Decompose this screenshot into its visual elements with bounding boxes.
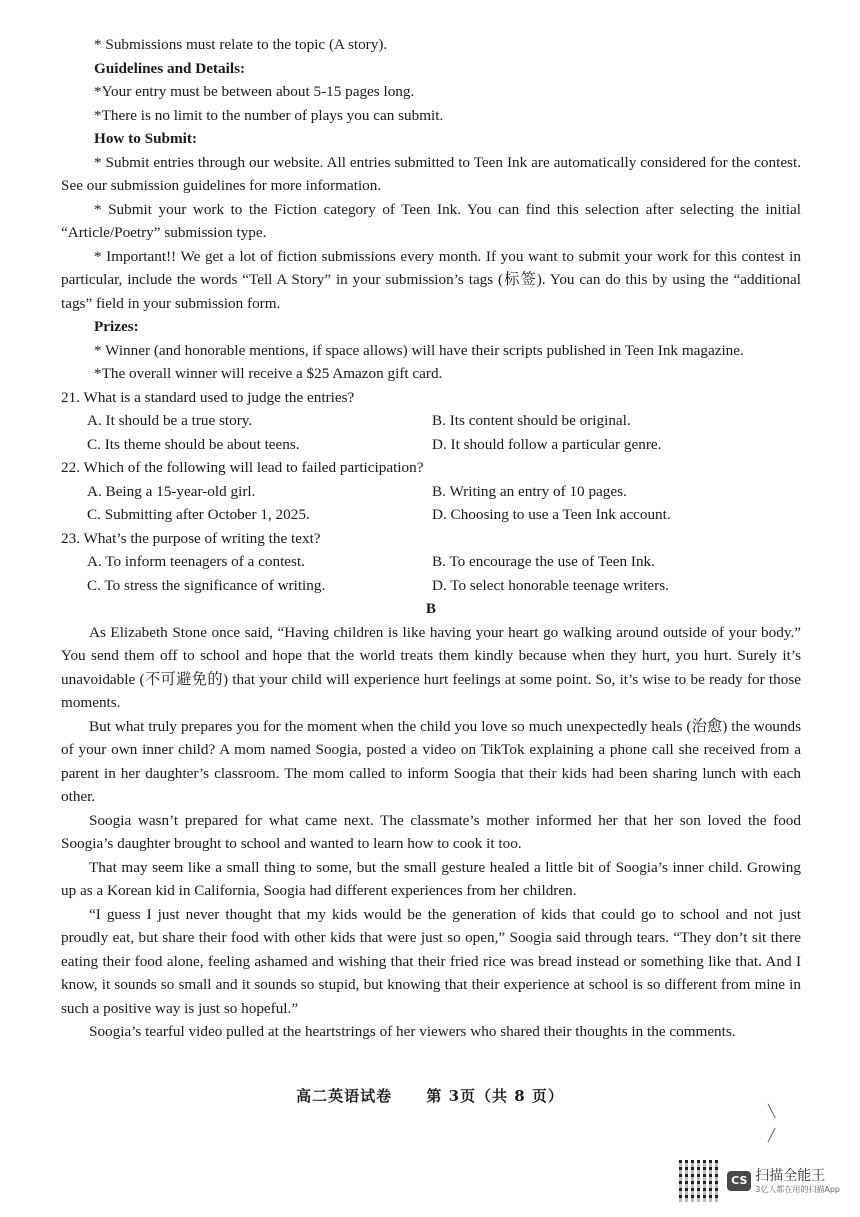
question-21-stem: 21. What is a standard used to judge the entries? [61,388,355,406]
passage-b-paragraph: Soogia’s tearful video pulled at the heartstrings of her viewers who shared their thoughts in the comments. [89,1023,736,1040]
option-22-d: D. Choosing to use a Teen Ink account. [432,506,671,523]
scanner-text [755,1167,840,1195]
question-22-stem: 22. Which of the following will lead to failed participation? [61,459,424,476]
option-23-c: C. To stress the significance of writing. [87,576,326,594]
question-23-options-row-2 [61,574,801,598]
option-22-a: A. Being a 15-year-old girl. [87,482,256,500]
option-23-d: D. To select honorable teenage writers. [432,576,669,594]
option-21-a: A. It should be a true story. [87,412,253,429]
option-21-c: C. Its theme should be about teens. [87,435,300,453]
section-b-label: B [425,600,437,617]
submit-rule-3: * Important!! We get a lot of fiction submissions every month. If you want to submit your work for this contest in particular, include the words “Tell A Story” in your submission’s tags (标签). You can do this by using the “additional tags” field in your submission form. [61,247,801,312]
option-22-c: C. Submitting after October 1, 2025. [87,506,310,523]
option-23-b: B. To encourage the use of Teen Ink. [432,553,655,570]
qr-code-icon [679,1160,721,1202]
question-21-options-row-2 [61,433,801,457]
submit-rule-2: * Submit your work to the Fiction category of Teen Ink. You can find this selection after selecting the initial “Article/Poetry” submission type. [61,200,801,241]
passage-b-paragraph: But what truly prepares you for the moment when the child you love so much unexpectedly heals (治愈) the wounds of your own inner child? A mom named Soogia, posted a video on TikTok explaining a phone call she received from a parent in her daughter’s classroom. The mom called to inform Soogia that their kids had been sharing lunch with each other. [61,717,801,805]
guidelines-heading: Guidelines and Details: [94,59,246,77]
prize-1: * Winner (and honorable mentions, if space allows) will have their scripts published in Teen Ink magazine. [94,341,744,359]
pages-rule: *Your entry must be between about 5-15 pages long. [94,83,415,100]
option-23-a: A. To inform teenagers of a contest. [87,553,305,570]
passage-b-paragraph: Soogia wasn’t prepared for what came next. The classmate’s mother informed her that her son loved the food Soogia’s daughter brought to school and wanted to learn how to cook it too. [61,811,801,852]
passage-b-paragraph: As Elizabeth Stone once said, “Having children is like having your heart go walking around outside of your body.” You send them off to school and hope that the world treats them kindly because when they hurt, you hurt. Surely it’s unavoidable (不可避免的) that your child will experience hurt feelings at some point. So, it’s wise to be ready for those moments. [61,623,801,711]
how-to-submit-heading: How to Submit: [94,130,197,147]
exam-page [61,33,801,1044]
pen-mark-icon: ╲ ╱ [768,1104,776,1142]
camscanner-logo: CS [727,1171,751,1191]
submit-rule-1: * Submit entries through our website. All entries submitted to Teen Ink are automatically considered for the contest. See our submission guidelines for more information. [61,153,801,194]
limit-rule: *There is no limit to the number of plays you can submit. [94,106,444,124]
page-footer [0,1085,860,1109]
option-22-b: B. Writing an entry of 10 pages. [432,482,627,500]
passage-b-paragraph: “I guess I just never thought that my kids would be the generation of kids that could go to school and not just proudly eat, but share their food with other kids that were just so open,” Soogia said through tears. “They don’t sit there eating their food alone, feeling ashamed and wishing that their fried rice was bread instead or something like that. And I know, it sounds so small and it sounds so stupid, but knowing that their experience at school is so different from mine in such a positive way is just so hopeful.” [61,905,801,1017]
question-22-options-row-1 [61,480,801,504]
option-21-b: B. Its content should be original. [432,412,631,429]
question-23-stem: 23. What’s the purpose of writing the text? [61,529,321,547]
scanner-name: 扫描全能王 [755,1168,826,1184]
passage-b-paragraph: That may seem like a small thing to some, but the small gesture healed a little bit of Soogia’s inner child. Growing up as a Korean kid in California, Soogia had different experiences from her children. [61,858,801,899]
prizes-heading: Prizes: [94,318,139,335]
question-21-options-row-1 [61,409,801,433]
question-23-options-row-1 [61,550,801,574]
page-number: 第 3页（共 8 页） [426,1087,564,1105]
exam-title: 高二英语试卷 [296,1087,393,1105]
option-21-d: D. It should follow a particular genre. [432,435,662,453]
question-22-options-row-2 [61,503,801,527]
topic-rule: * Submissions must relate to the topic (A story). [94,36,388,53]
scanner-watermark [679,1160,840,1202]
scanner-tagline: 3亿人都在用的扫描App [755,1185,840,1194]
prize-2: *The overall winner will receive a $25 Amazon gift card. [94,365,443,382]
